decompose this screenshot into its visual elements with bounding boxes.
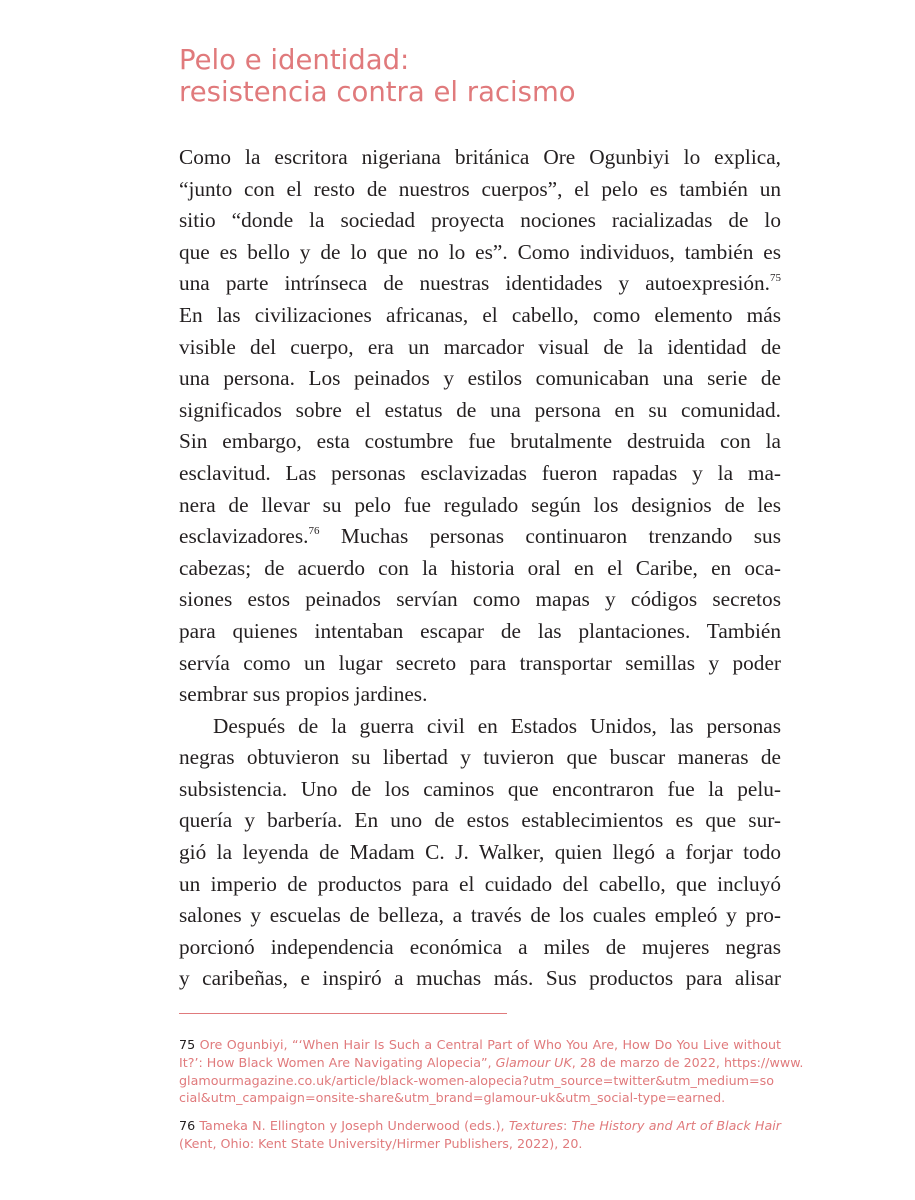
text-line: para quienes intentaban escapar de las plantaciones. También xyxy=(179,618,781,643)
footnote-number: 76 xyxy=(179,1118,196,1134)
text-line: sembrar sus propios jardines. xyxy=(179,682,428,707)
text-line: negras obtuvieron su libertad y tuvieron que buscar maneras de xyxy=(179,745,781,770)
text-line: cabezas; de acuerdo con la historia oral en el Caribe, en oca- xyxy=(179,555,781,580)
text-line: quería y barbería. En uno de estos establecimientos es que sur- xyxy=(179,808,781,833)
text-line: servía como un lugar secreto para transportar semillas y poder xyxy=(179,650,781,675)
text-line-with-ref xyxy=(179,521,781,553)
text-line: sitio “donde la sociedad proyecta nociones racializadas de lo xyxy=(179,208,781,233)
footnote-text: : xyxy=(562,1118,572,1134)
text-line: Después de la guerra civil en Estados Unidos, las personas xyxy=(213,713,781,738)
text-line: y caribeñas, e inspiró a muchas más. Sus productos para alisar xyxy=(179,966,781,991)
paragraph-1 xyxy=(179,142,781,711)
text-line: una persona. Los peinados y estilos comunicaban una serie de xyxy=(179,366,781,391)
text-fragment: esclavizadores. xyxy=(179,524,309,549)
section-heading-line-1: Pelo e identidad: xyxy=(179,44,410,76)
text-line: porcionó independencia económica a miles de mujeres negras xyxy=(179,934,781,959)
text-line-with-ref xyxy=(179,268,781,300)
text-line: significados sobre el estatus de una persona en su comunidad. xyxy=(179,397,781,422)
text-line: “junto con el resto de nuestros cuerpos”, el pelo es también un xyxy=(179,176,781,201)
text-fragment: una parte intrínseca de nuestras identidades y autoexpresión. xyxy=(179,271,770,296)
text-line: En las civilizaciones africanas, el cabello, como elemento más xyxy=(179,302,781,327)
text-line: Sin embargo, esta costumbre fue brutalmente destruida con la xyxy=(179,429,781,454)
footnote-text: Ore Ogunbiyi, “‘When Hair Is Such a Central Part of Who You Are, How Do You Live without xyxy=(199,1037,781,1052)
footnote-line: (Kent, Ohio: Kent State University/Hirmer Publishers, 2022), 20. xyxy=(179,1135,583,1151)
footnote-ref-76[interactable]: 76 xyxy=(308,525,320,538)
text-line: visible del cuerpo, era un marcador visual de la identidad de xyxy=(179,334,781,359)
text-line: que es bello y de lo que no lo es”. Como individuos, también es xyxy=(179,239,781,264)
text-line: esclavitud. Las personas esclavizadas fueron rapadas y la ma- xyxy=(179,460,781,485)
footnote-text: Tameka N. Ellington y Joseph Underwood (eds.), xyxy=(199,1118,509,1134)
text-fragment: Muchas personas continuaron trenzando sus xyxy=(319,524,781,549)
footnote-url-line[interactable]: glamourmagazine.co.uk/article/black-women-alopecia?utm_source=twitter&utm_medium=so xyxy=(179,1072,775,1088)
footnote-line xyxy=(179,1054,804,1072)
footnote-publication: Glamour UK xyxy=(495,1054,572,1070)
footnote-divider xyxy=(179,1013,507,1014)
footnote-text: , 28 de marzo de 2022, https://www. xyxy=(571,1054,804,1070)
footnote-76 xyxy=(179,1117,781,1153)
footnote-line xyxy=(179,1036,781,1054)
section-heading xyxy=(179,44,819,108)
footnote-book-subtitle: The History and Art of Black Hair xyxy=(571,1118,781,1134)
paragraph-2 xyxy=(179,711,781,995)
text-line: nera de llevar su pelo fue regulado según los designios de les xyxy=(179,492,781,517)
text-line: siones estos peinados servían como mapas y códigos secretos xyxy=(179,587,781,612)
text-line: gió la leyenda de Madam C. J. Walker, quien llegó a forjar todo xyxy=(179,840,781,865)
footnote-ref-75[interactable]: 75 xyxy=(770,272,781,285)
footnote-75 xyxy=(179,1036,804,1107)
footnote-url-line[interactable]: cial&utm_campaign=onsite-share&utm_brand=glamour-uk&utm_social-type=earned. xyxy=(179,1090,726,1106)
footnote-number: 75 xyxy=(179,1037,196,1052)
footnote-book-title: Textures xyxy=(508,1118,563,1134)
text-line: salones y escuelas de belleza, a través de los cuales empleó y pro- xyxy=(179,903,781,928)
body-text xyxy=(179,142,781,995)
text-line: subsistencia. Uno de los caminos que encontraron fue la pelu- xyxy=(179,776,781,801)
section-heading-line-2: resistencia contra el racismo xyxy=(179,76,576,108)
text-line: Como la escritora nigeriana británica Ore Ogunbiyi lo explica, xyxy=(179,145,781,169)
footnote-line xyxy=(179,1117,781,1135)
footnote-text: It?’: How Black Women Are Navigating Alopecia”, xyxy=(179,1054,496,1070)
footnotes xyxy=(179,1036,804,1163)
text-line: un imperio de productos para el cuidado del cabello, que incluyó xyxy=(179,871,781,896)
